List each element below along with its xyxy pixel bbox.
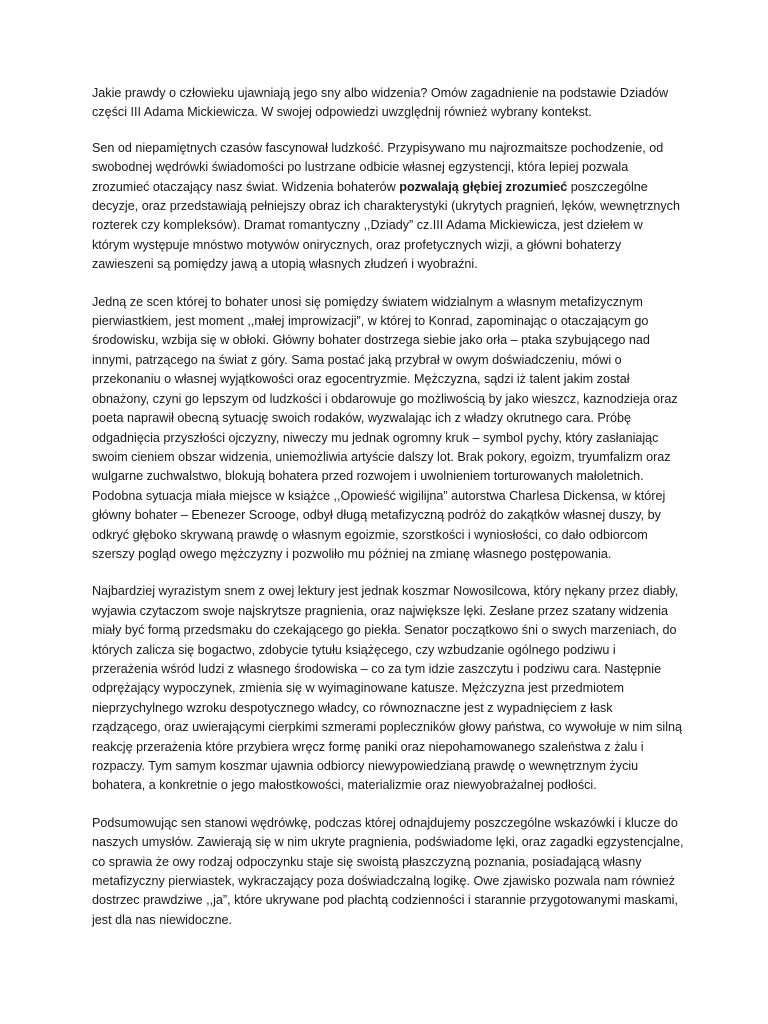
- conclusion-paragraph: Podsumowując sen stanowi wędrówkę, podczas której odnajdujemy poszczególne wskazówki i klucze do naszych umysłów. Zawierają się w nim ukryte pragnienia, podświadome lęki, oraz zagadki egzystencjalne, co sprawia że owy rodzaj odpoczynku staje się swoistą płaszczyzną poznania, posiadającą własny metafizyczny pierwiastek, wykraczający poza doświadczalną logikę. Owe zjawisko pozwala nam również dostrzec prawdziwe ,,ja”, które ukrywane pod płachtą codzienności i starannie przygotowanymi maskami, jest dla nas niewidoczne.: [92, 815, 684, 927]
- intro-text-end: poszczególne decyzje, oraz przedstawiają pełniejszy obraz ich charakterystyki (ukrytych pragnień, lęków, wewnętrznych rozterek czy kompleksów). Dramat romantyczny ,,Dziady” cz.III Adama Mickiewicza, jest dziełem w którym występuje mnóstwo motywów onirycznych, oraz profetycznych wizji, a główni bohaterzy zawieszeni są pomiędzy jawą a utopią własnych złudzeń i wyobraźni.: [92, 179, 680, 272]
- intro-bold-phrase: pozwalają głębiej zrozumieć: [399, 179, 568, 194]
- intro-text-start: Sen od niepamiętnych czasów fascynował ludzkość. Przypisywano mu najrozmaitsze pochodzenie, od swobodnej wędrówki świadomości po lustrzane odbicie własnej egzystencji, która lepiej pozwala zrozumieć otaczający nasz świat. Widzenia bohaterów: [92, 140, 664, 194]
- essay-document: [92, 84, 684, 948]
- improvisation-paragraph: Jedną ze scen której to bohater unosi się pomiędzy światem widzialnym a własnym metafizycznym pierwiastkiem, jest moment ,,małej improwizacji”, w której to Konrad, zapominając o otaczającym go środowisku, wzbija się w obłoki. Główny bohater dostrzega siebie jako orła – ptaka szybującego nad innymi, patrzącego na świat z góry. Sama postać jaką przybrał w owym doświadczeniu, mówi o przekonaniu o własnej wyjątkowości oraz egocentryzmie. Mężczyzna, sądzi iż talent jakim został obnażony, czyni go lepszym od ludzkości i obdarowuje go możliwością by jako wieszcz, kaznodzieja oraz poeta naprawił obecną sytuację swoich rodaków, wyzwalając ich z władzy okrutnego cara. Próbę odgadnięcia przyszłości ojczyzny, niweczy mu jednak ogromny kruk – symbol pychy, który zasłaniając swoim cieniem obszar widzenia, uniemożliwia artyście dalszy lot. Brak pokory, egoizm, tryumfalizm oraz wulgarne zuchwalstwo, blokują bohatera przed rozwojem i uwolnieniem torturowanych małoletnich. Podobna sytuacja miała miejsce w książce ,,Opowieść wigilijna” autorstwa Charlesa Dickensa, w której główny bohater – Ebenezer Scrooge, odbył długą metafizyczną podróż do zakątków własnej duszy, by odkryć głęboko skrywaną prawdę o własnym egoizmie, szorstkości i wyniosłości, co dało odbiorcom szerszy pogląd owego mężczyzny i pozwoliło mu później na zmianę własnego postępowania.: [92, 294, 678, 561]
- nowosilcow-paragraph: Najbardziej wyrazistym snem z owej lektury jest jednak koszmar Nowosilcowa, który nękany przez diabły, wyjawia czytaczom swoje najskrytsze pragnienia, oraz największe lęki. Zesłane przez szatany widzenia miały być formą przedsmaku do czekającego go piekła. Senator początkowo śni o swych marzeniach, do których zalicza się bogactwo, zdobycie tytułu książęcego, czy wzbudzanie ogólnego podziwu i przerażenia wśród ludzi z własnego środowiska – co za tym idzie zaszczytu i podziwu cara. Następnie odprężający wypoczynek, zmienia się w wyimaginowane katusze. Mężczyzna jest przedmiotem nieprzychylnego wzroku despotycznego władcy, co równoznaczne jest z wypadnięciem z łask rządzącego, oraz uwierającymi cierpkimi szmerami popleczników głowy państwa, co wywołuje w nim silną reakcję przerażenia które przybiera wręcz formę paniki oraz niepohamowanego szaleństwa z żalu i rozpaczy. Tym samym koszmar ujawnia odbiorcy niewypowiedzianą prawdę o wewnętrznym życiu bohatera, a konkretnie o jego małostkowości, materializmie oraz niewyobrażalnej podłości.: [92, 584, 683, 793]
- essay-question: Jakie prawdy o człowieku ujawniają jego sny albo widzenia? Omów zagadnienie na podstawie Dziadów części III Adama Mickiewicza. W swojej odpowiedzi uwzględnij również wybrany kontekst.: [92, 86, 669, 120]
- intro-paragraph: [92, 139, 684, 275]
